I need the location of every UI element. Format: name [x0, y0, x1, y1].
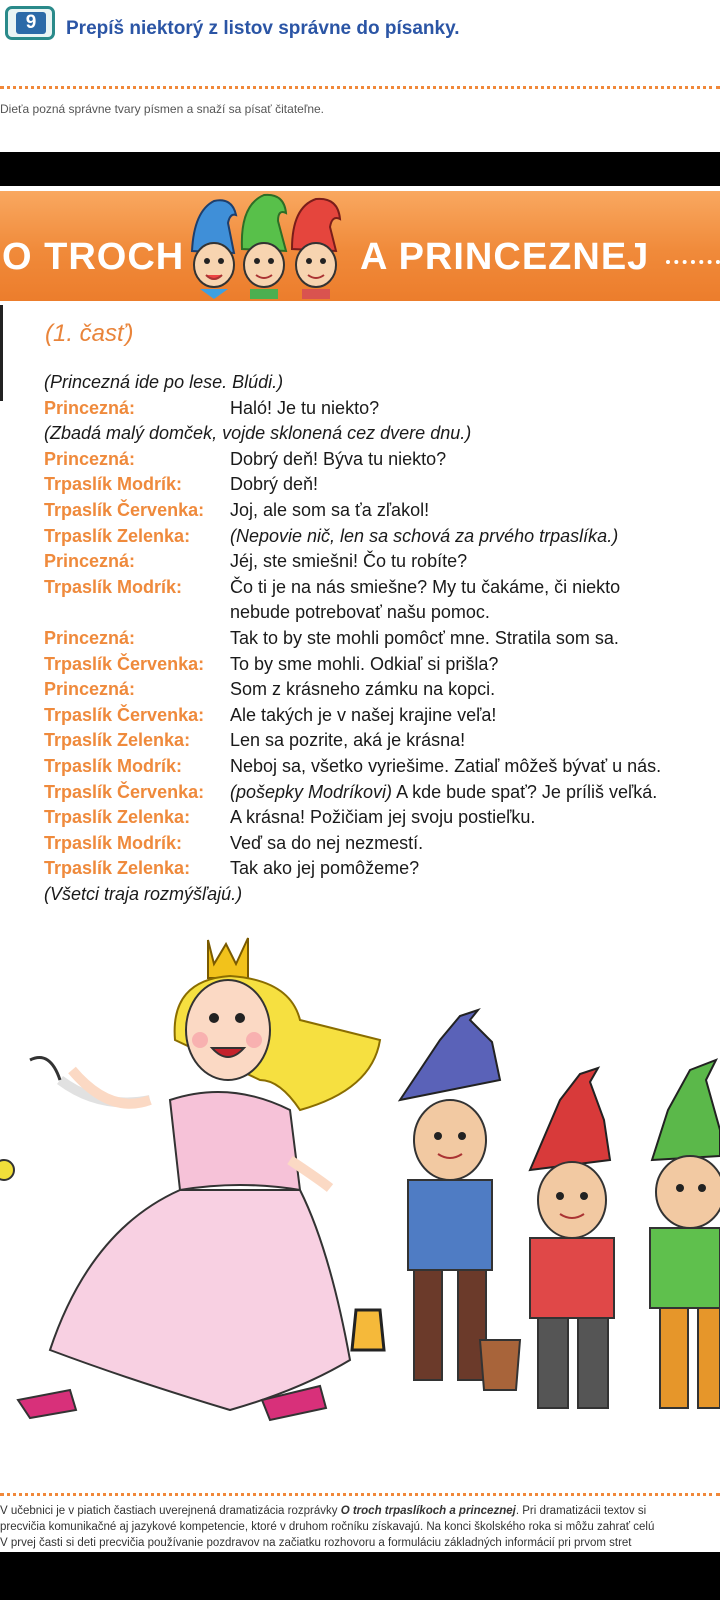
speaker-name: Trpaslík Zelenka:: [44, 525, 191, 546]
dialogue-text: (Nepovie nič, len sa schová za prvého trpaslíka.): [230, 525, 619, 546]
princess-figure: [18, 938, 380, 1420]
dialogue-line: [44, 805, 536, 831]
dialogue-line: [44, 524, 619, 550]
footer-divider: [0, 1493, 720, 1496]
teacher-note-line: precvičia komunikačné aj jazykové kompetencie, ktoré v druhom ročníku získavajú. Na konci školského roka si môžu zahrať celú: [0, 1521, 655, 1533]
stage-aside: (pošepky Modríkovi): [230, 781, 393, 802]
stage-direction-text: (Princezná ide po lese. Blúdi.): [44, 372, 284, 392]
stage-direction-text: (Zbadá malý domček, vojde sklonená cez dvere dnu.): [44, 423, 472, 444]
dialogue-text-rest: A kde bude spať? Je príliš veľká.: [392, 781, 658, 802]
dialogue-line: [44, 575, 621, 601]
speaker-name: Trpaslík Červenka:: [44, 499, 205, 520]
stage-direction: [44, 370, 471, 396]
dialogue-text: [230, 780, 657, 806]
note-text: V učebnici je v piatich častiach uverejnená dramatizácia rozprávky: [0, 1505, 341, 1517]
dialogue-text: Veď sa do nej nezmestí.: [230, 832, 424, 853]
dialogue-text: A krásna! Požičiam jej svoju postieľku.: [230, 807, 536, 828]
dialogue-line: [44, 549, 471, 575]
banner-title-right: A PRINCEZNEJ: [360, 236, 650, 278]
speaker-name: Trpaslík Zelenka:: [44, 730, 191, 751]
dialogue-text: To by sme mohli. Odkiaľ si prišla?: [230, 653, 499, 674]
task-title: Prepíš niektorý z listov správne do písanky.: [66, 18, 460, 39]
dialogue-script: [44, 370, 662, 907]
dialogue-line: [44, 472, 471, 498]
speaker-name: Princezná:: [44, 551, 136, 572]
dialogue-continuation: [44, 600, 490, 626]
dialogue-line: [44, 754, 662, 780]
task-number-badge: [5, 6, 55, 40]
speaker-name: Princezná:: [44, 679, 136, 700]
teacher-note-line: V prvej časti si deti precvičia používanie pozdravov na začiatku rozhovoru a formuláciu základných informácií pri prvom stret: [0, 1537, 632, 1549]
banner-title-left: O TROCH: [2, 236, 185, 278]
speaker-name: Trpaslík Zelenka:: [44, 858, 191, 879]
dialogue-text: Dobrý deň! Býva tu niekto?: [230, 448, 447, 469]
stage-direction: [44, 882, 471, 908]
flower-icon: [0, 1160, 14, 1180]
dialogue-line: [44, 652, 499, 678]
dialogue-line: [44, 447, 471, 473]
teacher-note-line: [0, 1503, 720, 1519]
dialogue-text: Len sa pozrite, aká je krásna!: [230, 730, 466, 751]
dwarf-blue-figure: [352, 1010, 500, 1380]
speaker-name: Trpaslík Modrík:: [44, 576, 183, 597]
dialogue-line: [44, 498, 471, 524]
dialogue-line: [44, 703, 497, 729]
part-heading: (1. časť): [45, 320, 134, 347]
dialogue-line: [44, 626, 619, 652]
dialogue-text: Tak ako jej pomôžeme?: [230, 858, 420, 879]
task-section: [0, 0, 720, 152]
lantern-icon: [352, 1310, 384, 1350]
task-number: 9: [16, 12, 46, 34]
basket-icon: [480, 1340, 520, 1390]
speaker-name: Trpaslík Modrík:: [44, 755, 183, 776]
speaker-name: Trpaslík Modrík:: [44, 474, 183, 495]
dialogue-text: Som z krásneho zámku na kopci.: [230, 679, 496, 700]
speaker-name: Trpaslík Červenka:: [44, 653, 205, 674]
dialogue-line: [44, 780, 658, 806]
teacher-note: [0, 1503, 720, 1551]
writing-line: [0, 86, 720, 89]
three-dwarfs-illustration: [174, 193, 354, 299]
dialogue-text: Tak to by ste mohli pomôcť mne. Stratila som sa.: [230, 627, 619, 648]
dialogue-text: Ale takých je v našej krajine veľa!: [230, 704, 497, 725]
page-separator-bar: [0, 152, 720, 186]
stage-direction: [44, 421, 471, 447]
speaker-name: Trpaslík Zelenka:: [44, 807, 191, 828]
dialogue-text: nebude potrebovať našu pomoc.: [230, 602, 490, 623]
dialogue-line: [44, 831, 471, 857]
dwarf-red-figure: [480, 1068, 614, 1408]
dwarf-green-figure: [650, 1060, 720, 1408]
task-note: Dieťa pozná správne tvary písmen a snaží sa písať čitateľne.: [0, 102, 324, 116]
speaker-name: Trpaslík Modrík:: [44, 832, 183, 853]
dialogue-text: Dobrý deň!: [230, 474, 319, 495]
dialogue-line: [44, 677, 496, 703]
bottom-bar: [0, 1552, 720, 1600]
stage-direction-text: (Všetci traja rozmýšľajú.): [44, 883, 243, 904]
dialogue-line: [44, 728, 471, 754]
princess-and-dwarfs-illustration: [0, 930, 720, 1460]
dialogue-text: Neboj sa, všetko vyriešime. Zatiaľ môžeš bývať u nás.: [230, 755, 662, 776]
story-banner: [0, 191, 720, 301]
speaker-name: Trpaslík Červenka:: [44, 704, 205, 725]
dialogue-text: Joj, ale som sa ťa zľakol!: [230, 499, 430, 520]
note-text: . Pri dramatizácii textov si: [515, 1505, 647, 1517]
banner-dotted-line: [666, 260, 720, 264]
speaker-name: Princezná:: [44, 448, 136, 469]
margin-rule: [0, 305, 3, 401]
speaker-name: Trpaslík Červenka:: [44, 781, 205, 802]
speaker-name: Princezná:: [44, 627, 136, 648]
speaker-name: Princezná:: [44, 397, 136, 418]
dialogue-text: Čo ti je na nás smiešne? My tu čakáme, či niekto: [230, 576, 621, 597]
dialogue-text: Haló! Je tu niekto?: [230, 397, 380, 418]
dialogue-text: Jéj, ste smiešni! Čo tu robíte?: [230, 551, 468, 572]
dialogue-line: [44, 856, 471, 882]
story-title: O troch trpaslíkoch a princeznej: [340, 1505, 516, 1517]
dialogue-line: [44, 396, 471, 422]
